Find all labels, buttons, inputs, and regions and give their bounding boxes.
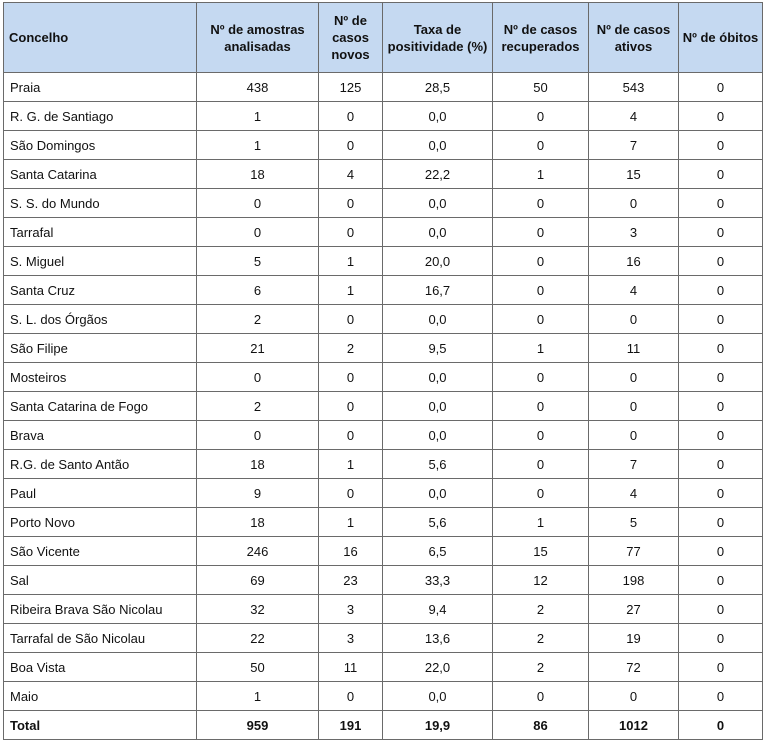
cell-concelho: S. Miguel (4, 247, 197, 276)
cell-taxa: 13,6 (383, 624, 493, 653)
cell-concelho: Sal (4, 566, 197, 595)
cell-obitos: 0 (679, 334, 763, 363)
cell-casos-novos: 11 (319, 653, 383, 682)
cell-taxa: 0,0 (383, 392, 493, 421)
cell-recuperados: 0 (493, 131, 589, 160)
cell-casos-novos: 1 (319, 508, 383, 537)
cell-ativos: 3 (589, 218, 679, 247)
cell-recuperados: 0 (493, 102, 589, 131)
cell-obitos: 0 (679, 479, 763, 508)
cell-amostras: 0 (197, 363, 319, 392)
cell-amostras: 18 (197, 160, 319, 189)
cell-taxa: 6,5 (383, 537, 493, 566)
cell-amostras: 69 (197, 566, 319, 595)
cell-casos-novos: 0 (319, 363, 383, 392)
cell-casos-novos: 0 (319, 102, 383, 131)
cell-obitos: 0 (679, 131, 763, 160)
cell-obitos: 0 (679, 508, 763, 537)
table-container (3, 2, 763, 740)
table-row (4, 624, 763, 653)
cell-amostras: 5 (197, 247, 319, 276)
header-taxa-positividade: Taxa de positividade (%) (383, 3, 493, 73)
table-row (4, 450, 763, 479)
cell-obitos: 0 (679, 624, 763, 653)
cell-concelho: Paul (4, 479, 197, 508)
table-row (4, 276, 763, 305)
cell-amostras: 0 (197, 421, 319, 450)
cell-amostras: 22 (197, 624, 319, 653)
cell-taxa: 0,0 (383, 189, 493, 218)
cell-recuperados: 0 (493, 392, 589, 421)
table-row (4, 247, 763, 276)
cell-obitos: 0 (679, 595, 763, 624)
cell-ativos: 4 (589, 102, 679, 131)
cell-casos-novos: 0 (319, 189, 383, 218)
cell-casos-novos: 3 (319, 624, 383, 653)
cell-concelho: Santa Catarina (4, 160, 197, 189)
cell-taxa: 0,0 (383, 363, 493, 392)
cell-ativos: 0 (589, 421, 679, 450)
cell-concelho: R.G. de Santo Antão (4, 450, 197, 479)
cell-concelho: Praia (4, 73, 197, 102)
cell-obitos: 0 (679, 305, 763, 334)
cell-amostras: 246 (197, 537, 319, 566)
cell-casos-novos: 125 (319, 73, 383, 102)
cell-ativos: 27 (589, 595, 679, 624)
cell-amostras: 1 (197, 131, 319, 160)
cell-obitos: 0 (679, 421, 763, 450)
cell-recuperados: 0 (493, 305, 589, 334)
cell-recuperados: 0 (493, 247, 589, 276)
table-row (4, 595, 763, 624)
cell-taxa: 20,0 (383, 247, 493, 276)
cell-ativos: 11 (589, 334, 679, 363)
table-row (4, 73, 763, 102)
header-recuperados: Nº de casos recuperados (493, 3, 589, 73)
cell-concelho: Tarrafal de São Nicolau (4, 624, 197, 653)
total-row (4, 711, 763, 740)
table-row (4, 479, 763, 508)
header-concelho: Concelho (4, 3, 197, 73)
cell-ativos: 5 (589, 508, 679, 537)
cell-amostras: 0 (197, 189, 319, 218)
cell-ativos: 543 (589, 73, 679, 102)
cell-amostras: 9 (197, 479, 319, 508)
cell-casos-novos: 1 (319, 247, 383, 276)
table-row (4, 218, 763, 247)
cell-recuperados: 0 (493, 363, 589, 392)
cell-recuperados: 0 (493, 682, 589, 711)
header-row (4, 3, 763, 73)
cell-casos-novos: 0 (319, 421, 383, 450)
total-taxa: 19,9 (383, 711, 493, 740)
cell-recuperados: 0 (493, 276, 589, 305)
cell-casos-novos: 0 (319, 305, 383, 334)
cell-casos-novos: 1 (319, 450, 383, 479)
table-row (4, 189, 763, 218)
cell-ativos: 7 (589, 450, 679, 479)
cell-taxa: 0,0 (383, 131, 493, 160)
cell-concelho: Ribeira Brava São Nicolau (4, 595, 197, 624)
cell-obitos: 0 (679, 73, 763, 102)
total-amostras: 959 (197, 711, 319, 740)
total-casos-novos: 191 (319, 711, 383, 740)
table-body (4, 73, 763, 740)
cell-amostras: 6 (197, 276, 319, 305)
cell-amostras: 18 (197, 508, 319, 537)
header-casos-novos: Nº de casos novos (319, 3, 383, 73)
cell-obitos: 0 (679, 218, 763, 247)
cell-taxa: 16,7 (383, 276, 493, 305)
cell-concelho: S. L. dos Órgãos (4, 305, 197, 334)
cell-casos-novos: 2 (319, 334, 383, 363)
table-row (4, 421, 763, 450)
cell-recuperados: 0 (493, 450, 589, 479)
cell-ativos: 19 (589, 624, 679, 653)
cell-concelho: S. S. do Mundo (4, 189, 197, 218)
cell-casos-novos: 16 (319, 537, 383, 566)
cell-obitos: 0 (679, 566, 763, 595)
cell-recuperados: 15 (493, 537, 589, 566)
cell-ativos: 15 (589, 160, 679, 189)
cell-amostras: 18 (197, 450, 319, 479)
table-row (4, 131, 763, 160)
header-obitos: Nº de óbitos (679, 3, 763, 73)
cell-concelho: R. G. de Santiago (4, 102, 197, 131)
cell-amostras: 1 (197, 102, 319, 131)
table-row (4, 305, 763, 334)
table-row (4, 334, 763, 363)
cell-taxa: 0,0 (383, 421, 493, 450)
cell-recuperados: 2 (493, 653, 589, 682)
cell-recuperados: 2 (493, 595, 589, 624)
cell-casos-novos: 0 (319, 131, 383, 160)
cell-obitos: 0 (679, 247, 763, 276)
table-row (4, 102, 763, 131)
table-row (4, 537, 763, 566)
cell-obitos: 0 (679, 189, 763, 218)
cell-recuperados: 0 (493, 421, 589, 450)
cell-ativos: 0 (589, 189, 679, 218)
cell-concelho: Porto Novo (4, 508, 197, 537)
cell-ativos: 0 (589, 305, 679, 334)
cell-obitos: 0 (679, 392, 763, 421)
cell-ativos: 7 (589, 131, 679, 160)
cell-recuperados: 0 (493, 479, 589, 508)
cell-ativos: 16 (589, 247, 679, 276)
cell-amostras: 438 (197, 73, 319, 102)
cell-taxa: 0,0 (383, 682, 493, 711)
cell-ativos: 77 (589, 537, 679, 566)
table-row (4, 392, 763, 421)
table-row (4, 160, 763, 189)
cell-taxa: 5,6 (383, 508, 493, 537)
cell-taxa: 0,0 (383, 102, 493, 131)
cell-casos-novos: 4 (319, 160, 383, 189)
cell-obitos: 0 (679, 276, 763, 305)
cell-amostras: 50 (197, 653, 319, 682)
cell-concelho: Brava (4, 421, 197, 450)
cell-obitos: 0 (679, 450, 763, 479)
cell-concelho: Boa Vista (4, 653, 197, 682)
cell-concelho: Maio (4, 682, 197, 711)
cell-amostras: 21 (197, 334, 319, 363)
cell-casos-novos: 0 (319, 218, 383, 247)
header-amostras: Nº de amostras analisadas (197, 3, 319, 73)
cell-taxa: 22,2 (383, 160, 493, 189)
header-ativos: Nº de casos ativos (589, 3, 679, 73)
cell-concelho: São Filipe (4, 334, 197, 363)
total-concelho: Total (4, 711, 197, 740)
cell-concelho: São Vicente (4, 537, 197, 566)
cell-taxa: 9,5 (383, 334, 493, 363)
cell-ativos: 0 (589, 682, 679, 711)
cell-casos-novos: 0 (319, 479, 383, 508)
table-row (4, 363, 763, 392)
cell-obitos: 0 (679, 682, 763, 711)
cell-recuperados: 50 (493, 73, 589, 102)
cell-obitos: 0 (679, 537, 763, 566)
cell-taxa: 5,6 (383, 450, 493, 479)
table-row (4, 653, 763, 682)
cell-casos-novos: 0 (319, 392, 383, 421)
cell-taxa: 28,5 (383, 73, 493, 102)
cell-taxa: 22,0 (383, 653, 493, 682)
cell-amostras: 2 (197, 392, 319, 421)
cell-ativos: 4 (589, 276, 679, 305)
cell-amostras: 32 (197, 595, 319, 624)
cell-taxa: 0,0 (383, 218, 493, 247)
cell-concelho: São Domingos (4, 131, 197, 160)
cell-ativos: 0 (589, 392, 679, 421)
cell-obitos: 0 (679, 102, 763, 131)
cell-concelho: Mosteiros (4, 363, 197, 392)
cell-casos-novos: 0 (319, 682, 383, 711)
cell-recuperados: 12 (493, 566, 589, 595)
cell-casos-novos: 23 (319, 566, 383, 595)
covid-cases-table (3, 2, 763, 740)
cell-recuperados: 1 (493, 160, 589, 189)
cell-recuperados: 1 (493, 508, 589, 537)
cell-obitos: 0 (679, 363, 763, 392)
total-recuperados: 86 (493, 711, 589, 740)
cell-ativos: 72 (589, 653, 679, 682)
cell-concelho: Santa Catarina de Fogo (4, 392, 197, 421)
table-row (4, 682, 763, 711)
cell-concelho: Tarrafal (4, 218, 197, 247)
cell-ativos: 198 (589, 566, 679, 595)
cell-obitos: 0 (679, 160, 763, 189)
total-ativos: 1012 (589, 711, 679, 740)
cell-recuperados: 0 (493, 218, 589, 247)
cell-concelho: Santa Cruz (4, 276, 197, 305)
cell-taxa: 0,0 (383, 479, 493, 508)
cell-ativos: 0 (589, 363, 679, 392)
cell-taxa: 9,4 (383, 595, 493, 624)
cell-taxa: 0,0 (383, 305, 493, 334)
cell-casos-novos: 1 (319, 276, 383, 305)
cell-amostras: 2 (197, 305, 319, 334)
cell-taxa: 33,3 (383, 566, 493, 595)
cell-recuperados: 1 (493, 334, 589, 363)
total-obitos: 0 (679, 711, 763, 740)
cell-recuperados: 2 (493, 624, 589, 653)
cell-amostras: 1 (197, 682, 319, 711)
table-row (4, 566, 763, 595)
cell-casos-novos: 3 (319, 595, 383, 624)
cell-ativos: 4 (589, 479, 679, 508)
table-row (4, 508, 763, 537)
cell-amostras: 0 (197, 218, 319, 247)
cell-obitos: 0 (679, 653, 763, 682)
cell-recuperados: 0 (493, 189, 589, 218)
